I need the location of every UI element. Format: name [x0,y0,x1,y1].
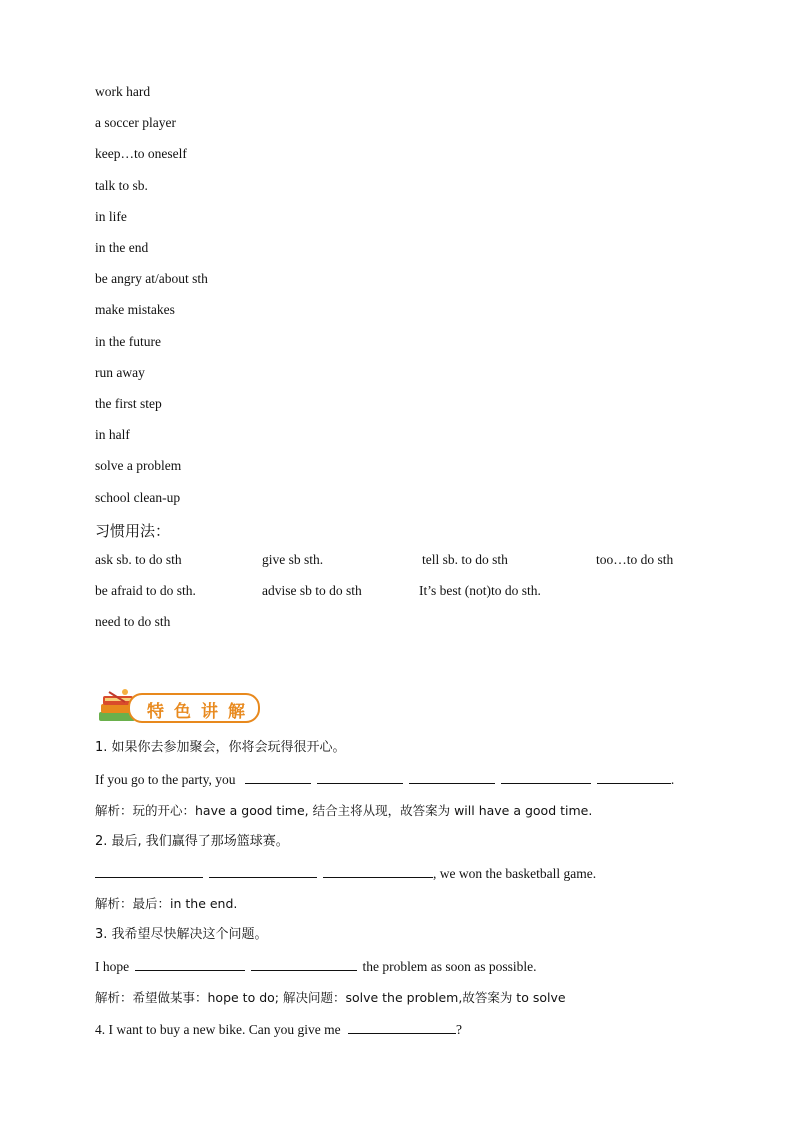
usage-row-2 [95,583,715,599]
q1-sentence [95,771,674,788]
badge-label: 特色讲解 [147,702,255,722]
usage-item: be afraid to do sth. [95,583,196,598]
phrase-10: run away [95,365,145,380]
q3-sentence-end: the problem as soon as possible. [362,959,537,974]
q3-prompt: 3. 我希望尽快解决这个问题。 [95,927,268,942]
answer-blank[interactable] [317,771,403,784]
phrase-7: be angry at/about sth [95,271,208,286]
q2-prompt: 2. 最后, 我们赢得了那场篮球赛。 [95,834,289,849]
q2-sentence [95,865,596,882]
q1-sentence-start: If you go to the party, you [95,772,236,787]
q3-sentence [95,958,536,975]
phrase-13: solve a problem [95,458,182,473]
phrase-3: keep…to oneself [95,146,187,161]
usage-heading: 习惯用法： [95,522,171,540]
phrase-6: in the end [95,240,149,255]
answer-blank[interactable] [323,865,433,878]
phrase-9: in the future [95,334,161,349]
usage-item: advise sb to do sth [262,583,362,598]
phrase-2: a soccer player [95,115,176,130]
q1-sentence-end: . [670,772,675,787]
usage-item: give sb sth. [262,552,324,567]
q4-sentence-start: 4. I want to buy a new bike. Can you give me [95,1022,341,1037]
answer-blank[interactable] [209,865,317,878]
q3-analysis: 解析：希望做某事：hope to do; 解决问题：solve the problem,故答案为 to solve [95,990,566,1005]
phrase-14: school clean-up [95,490,181,505]
q4-sentence-end: ? [455,1022,462,1037]
answer-blank[interactable] [597,771,671,784]
usage-item: need to do sth [95,614,171,629]
phrase-5: in life [95,209,127,224]
phrase-8: make mistakes [95,302,175,317]
q3-sentence-start: I hope [95,959,130,974]
q1-analysis: 解析：玩的开心：have a good time, 结合主将从现，故答案为 will have a good time. [95,803,593,818]
q1-prompt: 1. 如果你去参加聚会，你将会玩得很开心。 [95,740,346,755]
answer-blank[interactable] [501,771,591,784]
usage-item: ask sb. to do sth [95,552,182,567]
phrase-1: work hard [95,84,151,99]
answer-blank[interactable] [245,771,311,784]
usage-row-1 [95,552,715,568]
answer-blank[interactable] [95,865,203,878]
usage-item: too…to do sth [596,552,674,567]
phrase-11: the first step [95,396,162,411]
phrase-4: talk to sb. [95,178,148,193]
answer-blank[interactable] [135,958,245,971]
q2-analysis: 解析：最后：in the end. [95,896,238,911]
q2-sentence-end: , we won the basketball game. [433,866,597,881]
phrase-12: in half [95,427,130,442]
answer-blank[interactable] [251,958,357,971]
section-badge [95,688,260,728]
q4-sentence [95,1021,462,1038]
answer-blank[interactable] [409,771,495,784]
usage-item: It’s best (not)to do sth. [419,583,541,598]
answer-blank[interactable] [348,1021,456,1034]
usage-item: tell sb. to do sth [422,552,508,567]
usage-row-3 [95,614,715,630]
